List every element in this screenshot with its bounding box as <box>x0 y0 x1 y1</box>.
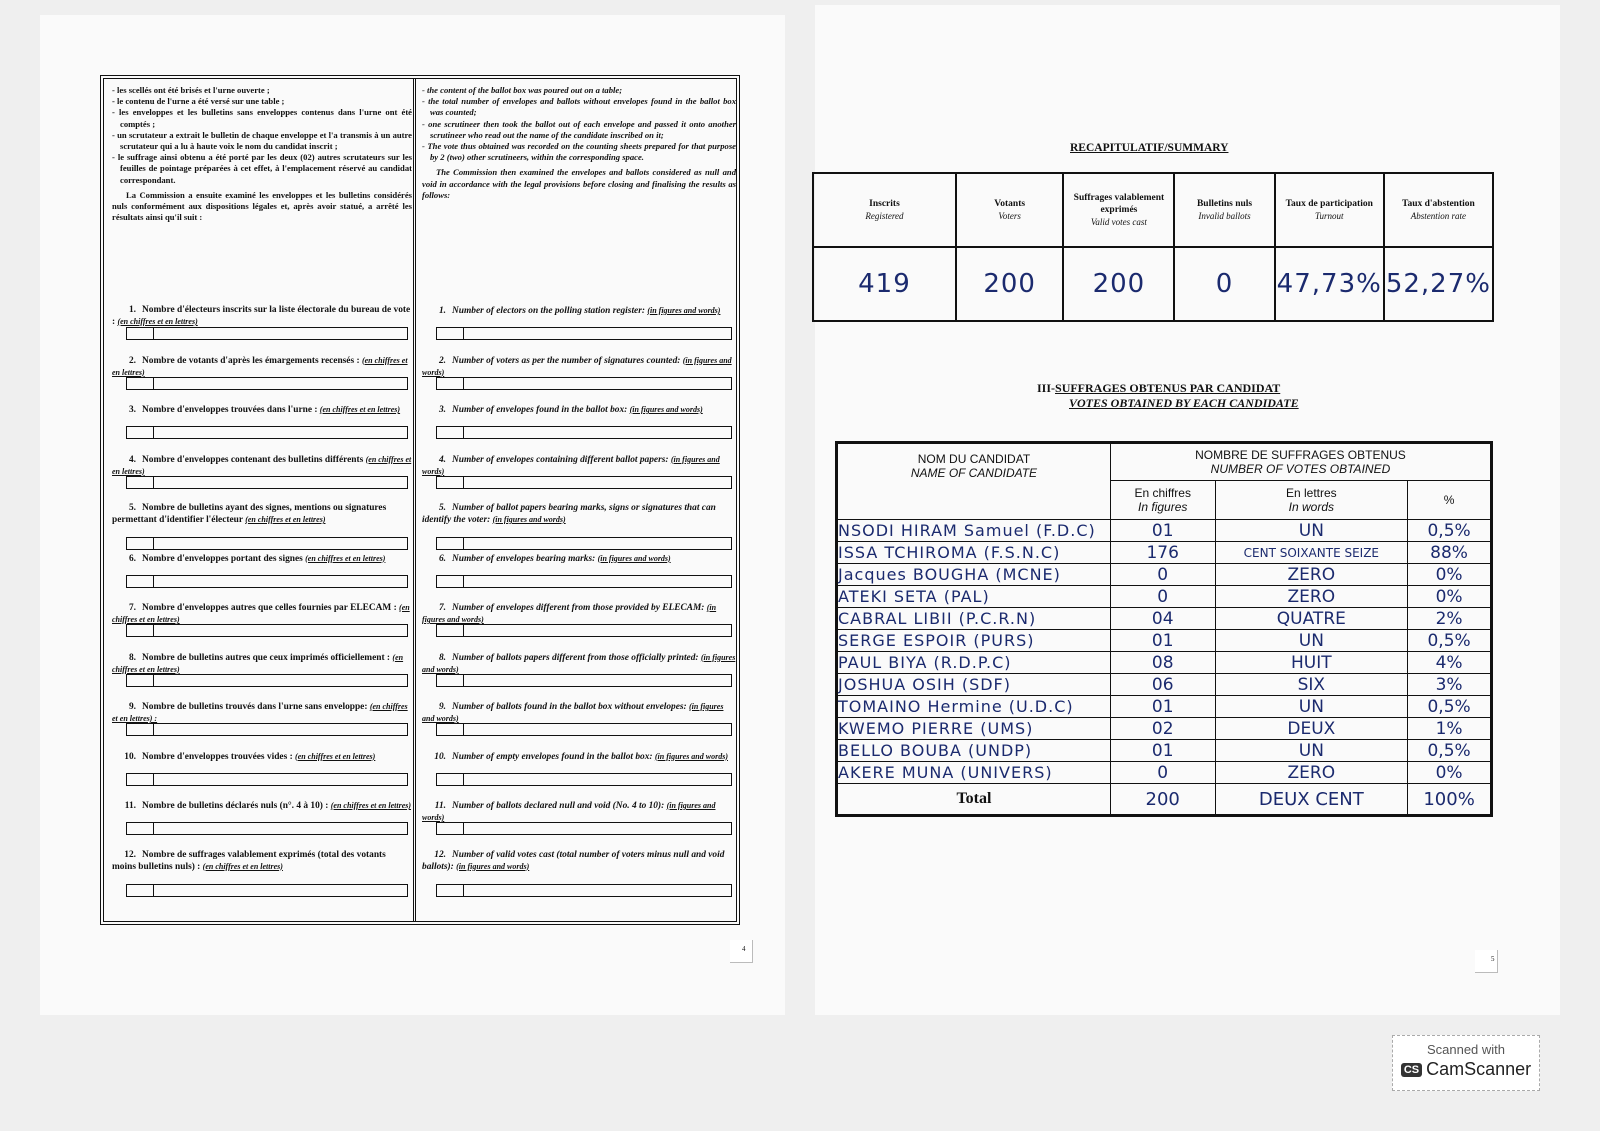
candidate-name: NSODI HIRAM Samuel (F.D.C) <box>837 520 1111 542</box>
summary-header: Taux d'abstention Abstention rate <box>1384 173 1493 247</box>
voters-value: 200 <box>956 247 1063 321</box>
candidate-row <box>837 740 1492 762</box>
summary-header: Bulletins nuls Invalid ballots <box>1174 173 1274 247</box>
form-item-label: Number of ballots papers different from those officially printed: <box>452 652 699 663</box>
candidate-figures: 01 <box>1110 696 1215 718</box>
column-divider <box>413 79 416 921</box>
form-item-text <box>422 404 736 416</box>
en-bullet: - the content of the ballot box was poured out on a table; <box>430 85 736 96</box>
form-item-label: Nombre de bulletins déclarés nuls (n°. 4 à 10) : <box>142 801 329 811</box>
form-item-hint: (en chiffres et en lettres) <box>245 515 326 524</box>
candidate-words: HUIT <box>1215 652 1408 674</box>
form-item-label: Nombre de bulletins trouvés dans l'urne sans enveloppe: <box>142 702 368 712</box>
fr-bullet: - un scrutateur a extrait le bulletin de chaque enveloppe et l'a transmis à un autre scrutateur qui a lu à haute voix le nom du candidat inscrit ; <box>120 130 412 152</box>
form-item-label: Nombre d'enveloppes trouvées vides : <box>142 751 293 762</box>
summary-header: Inscrits Registered <box>813 173 956 247</box>
right-page <box>815 5 1560 1015</box>
candidate-column-header: NOM DU CANDIDAT NAME OF CANDIDATE <box>837 443 1111 520</box>
page-number: 5 <box>1491 955 1495 963</box>
form-item <box>422 503 736 552</box>
form-item-number: 12. <box>434 849 446 860</box>
candidate-figures: 01 <box>1110 520 1215 542</box>
form-item-text <box>422 850 736 873</box>
fr-bullet: - le contenu de l'urne a été versé sur une table ; <box>120 96 412 107</box>
candidate-row <box>837 520 1492 542</box>
votes-column-header: NOMBRE DE SUFFRAGES OBTENUS NUMBER OF VOTES OBTAINED <box>1110 443 1491 481</box>
candidate-figures: 04 <box>1110 608 1215 630</box>
words-column-header: En lettres In words <box>1215 481 1408 520</box>
candidate-percent: 0,5% <box>1408 630 1492 652</box>
candidate-figures: 06 <box>1110 674 1215 696</box>
form-item-number: 1. <box>438 306 446 316</box>
form-item-field[interactable] <box>126 476 408 489</box>
candidate-name: BELLO BOUBA (UNDP) <box>837 740 1111 762</box>
form-item-number: 10. <box>434 751 446 762</box>
candidate-percent: 1% <box>1408 718 1492 740</box>
candidate-name: ATEKI SETA (PAL) <box>837 586 1111 608</box>
candidate-name: JOSHUA OSIH (SDF) <box>837 674 1111 696</box>
form-item-text <box>422 602 736 626</box>
candidate-row <box>837 674 1492 696</box>
form-item <box>422 454 736 503</box>
form-item-label: Nombre d'enveloppes contenant des bulletins différents <box>142 454 364 465</box>
form-item-number: 8. <box>128 652 136 663</box>
form-item-hint: (en chiffres et en lettres) <box>112 355 408 377</box>
form-item-field[interactable] <box>126 773 408 786</box>
camscanner-badge <box>1392 1035 1540 1091</box>
form-item-number: 4. <box>128 454 136 465</box>
form-item-field[interactable] <box>126 884 408 897</box>
candidate-figures: 0 <box>1110 586 1215 608</box>
form-item-hint: (in figures and words) <box>654 751 728 761</box>
form-item-field[interactable] <box>126 723 408 736</box>
form-item-text <box>112 800 412 812</box>
form-item-label: Nombre d'enveloppes autres que celles fournies par ELECAM : <box>142 603 397 613</box>
summary-table <box>812 172 1494 322</box>
form-item-number: 11. <box>434 801 446 811</box>
form-item-hint: (in figures and words) <box>422 702 724 723</box>
registered-value: 419 <box>813 247 956 321</box>
form-item-hint: (en chiffres et en lettres) <box>305 553 386 563</box>
candidate-name: SERGE ESPOIR (PURS) <box>837 630 1111 652</box>
turnout-value: 47,73% <box>1275 247 1384 321</box>
form-item-hint: (in figures and words) <box>422 355 732 377</box>
form-item-field[interactable] <box>436 537 732 550</box>
candidate-percent: 0,5% <box>1408 696 1492 718</box>
form-item-number: 11. <box>124 801 136 811</box>
form-item-text <box>422 355 736 379</box>
summary-header: Votants Voters <box>956 173 1063 247</box>
fr-bullet: - les scellés ont été brisés et l'urne ouverte ; <box>120 85 412 96</box>
candidate-name: ISSA TCHIROMA (F.S.N.C) <box>837 542 1111 564</box>
votes-section-title: III-SUFFRAGES OBTENUS PAR CANDIDAT VOTES OBTAINED BY EACH CANDIDATE <box>1037 381 1299 410</box>
form-item-text <box>112 355 412 379</box>
form-item-field[interactable] <box>436 773 732 786</box>
candidate-row <box>837 652 1492 674</box>
french-column <box>112 85 412 915</box>
candidate-figures: 01 <box>1110 630 1215 652</box>
fr-bullet: - les enveloppes et les bulletins sans enveloppes contenus dans l'urne ont été comptés ; <box>120 107 412 129</box>
candidate-name: TOMAINO Hermine (U.D.C) <box>837 696 1111 718</box>
form-item <box>422 553 736 602</box>
form-item <box>112 305 412 354</box>
form-item <box>422 652 736 701</box>
left-page <box>40 15 785 1015</box>
form-item <box>422 404 736 453</box>
candidate-percent: 0,5% <box>1408 520 1492 542</box>
candidate-words: QUATRE <box>1215 608 1408 630</box>
form-item-label: Number of ballot papers bearing marks, signs or signatures that can identify the voter: <box>422 503 716 525</box>
form-item <box>112 800 412 849</box>
candidate-words: UN <box>1215 630 1408 652</box>
total-percent: 100% <box>1408 784 1492 816</box>
candidate-words: UN <box>1215 740 1408 762</box>
form-item-label: Nombre d'électeurs inscrits sur la liste électorale du bureau de vote : <box>112 305 411 327</box>
form-item-label: Nombre de bulletins autres que ceux imprimés officiellement : <box>142 652 391 663</box>
form-item-number: 9. <box>438 702 446 712</box>
form-item-number: 2. <box>438 355 446 366</box>
candidate-row <box>837 564 1492 586</box>
form-item-label: Nombre d'enveloppes portant des signes <box>142 553 303 564</box>
candidate-percent: 0% <box>1408 586 1492 608</box>
form-item-field[interactable] <box>436 884 732 897</box>
form-item-field[interactable] <box>126 327 408 340</box>
form-item-label: Number of envelopes found in the ballot box: <box>452 405 628 415</box>
form-item-hint: (en chiffres et en lettres) <box>112 603 410 624</box>
form-item-text <box>422 800 736 824</box>
form-item-hint: (en chiffres et en lettres) <box>295 751 376 761</box>
candidate-words: UN <box>1215 520 1408 542</box>
form-item-field[interactable] <box>126 537 408 550</box>
form-item-text <box>422 652 736 676</box>
form-item <box>112 553 412 602</box>
candidate-row <box>837 762 1492 784</box>
valid-votes-value: 200 <box>1063 247 1174 321</box>
form-item-number: 8. <box>438 652 446 663</box>
candidate-percent: 3% <box>1408 674 1492 696</box>
form-item-hint: (in figures and words) <box>597 553 671 563</box>
candidate-words: UN <box>1215 696 1408 718</box>
candidate-words: DEUX <box>1215 718 1408 740</box>
form-item-text <box>112 503 412 526</box>
candidate-name: AKERE MUNA (UNIVERS) <box>837 762 1111 784</box>
fr-intro-paragraph: La Commission a ensuite examiné les enveloppes et les bulletins considérés nuls conformément aux dispositions légales et, après avoir statué, a arrêté les résultats ainsi qu'il suit : <box>112 189 412 223</box>
form-item-hint: (en chiffres et en lettres) <box>330 801 412 810</box>
candidate-figures: 0 <box>1110 564 1215 586</box>
form-item-text <box>112 454 412 478</box>
form-item-field[interactable] <box>126 674 408 687</box>
form-item-label: Number of electors on the polling station register: <box>452 306 645 316</box>
form-item-field[interactable] <box>126 822 408 835</box>
form-item-text <box>112 305 412 328</box>
candidate-words: ZERO <box>1215 564 1408 586</box>
form-item-text <box>112 652 412 676</box>
form-item-number: 5. <box>128 503 136 513</box>
form-item <box>112 850 412 899</box>
form-item <box>422 355 736 404</box>
candidate-name: Jacques BOUGHA (MCNE) <box>837 564 1111 586</box>
candidate-name: CABRAL LIBII (P.C.R.N) <box>837 608 1111 630</box>
form-item-hint: (in figures and words) <box>647 306 721 315</box>
total-words: DEUX CENT <box>1215 784 1408 816</box>
form-item <box>422 305 736 354</box>
invalid-ballots-value: 0 <box>1174 247 1274 321</box>
candidate-figures: 176 <box>1110 542 1215 564</box>
form-item-text <box>422 553 736 565</box>
form-item-number: 6. <box>128 553 136 564</box>
candidate-percent: 0% <box>1408 762 1492 784</box>
candidate-words: ZERO <box>1215 586 1408 608</box>
form-item-label: Number of ballots found in the ballot box without envelopes: <box>452 702 687 712</box>
candidate-words: ZERO <box>1215 762 1408 784</box>
candidate-name: PAUL BIYA (R.D.P.C) <box>837 652 1111 674</box>
form-item-label: Number of empty envelopes found in the ballot box: <box>452 751 653 762</box>
candidate-figures: 01 <box>1110 740 1215 762</box>
form-item-field[interactable] <box>436 426 732 439</box>
percent-column-header: % <box>1408 481 1492 520</box>
figures-column-header: En chiffres In figures <box>1110 481 1215 520</box>
total-label: Total <box>837 784 1111 816</box>
form-item <box>422 701 736 750</box>
summary-header: Suffrages valablement exprimés Valid votes cast <box>1063 173 1174 247</box>
form-item <box>112 454 412 503</box>
form-item-field[interactable] <box>436 822 732 835</box>
form-item-number: 3. <box>128 405 136 415</box>
english-column <box>422 85 736 915</box>
form-item <box>112 355 412 404</box>
form-item-number: 1. <box>128 305 136 315</box>
form-item <box>112 503 412 552</box>
candidate-figures: 02 <box>1110 718 1215 740</box>
form-item-text <box>112 602 412 626</box>
candidate-percent: 0% <box>1408 564 1492 586</box>
form-item <box>112 602 412 651</box>
form-item-field[interactable] <box>126 624 408 637</box>
candidate-percent: 88% <box>1408 542 1492 564</box>
summary-title: RECAPITULATIF/SUMMARY <box>1070 142 1229 154</box>
abstention-value: 52,27% <box>1384 247 1493 321</box>
form-item <box>422 800 736 849</box>
form-item-field[interactable] <box>126 426 408 439</box>
form-item-label: Nombre d'enveloppes trouvées dans l'urne : <box>142 405 318 415</box>
form-item-text <box>112 850 412 873</box>
form-item-number: 2. <box>128 355 136 366</box>
candidate-row <box>837 696 1492 718</box>
form-item <box>422 751 736 800</box>
form-item-text <box>422 454 736 478</box>
candidate-row <box>837 542 1492 564</box>
form-item-label: Number of envelopes containing different ballot papers: <box>452 454 669 465</box>
form-item-number: 7. <box>128 603 136 613</box>
votes-table <box>835 441 1493 817</box>
scan-badge-caption: Scanned with <box>1426 1042 1506 1057</box>
summary-header: Taux de participation Turnout <box>1275 173 1384 247</box>
candidate-rows <box>837 520 1492 784</box>
form-item-label: Nombre de bulletins ayant des signes, mentions ou signatures permettant d'identifier l'électeur <box>112 503 387 525</box>
candidate-figures: 08 <box>1110 652 1215 674</box>
form-item-number: 12. <box>124 849 136 860</box>
candidate-percent: 4% <box>1408 652 1492 674</box>
form-item-hint: (in figures and words) <box>422 652 736 674</box>
candidate-row <box>837 586 1492 608</box>
en-bullet: - one scrutineer then took the ballot out of each envelope and passed it onto another scrutineer who read out the name of the candidate inscribed on it; <box>430 119 736 141</box>
form-item-text <box>112 751 412 763</box>
form-item-field[interactable] <box>126 377 408 390</box>
total-figures: 200 <box>1110 784 1215 816</box>
fr-bullet: - le suffrage ainsi obtenu a été porté par les deux (02) autres scrutateurs sur les feuilles de pointage préparées à cet effet, à l'emplacement réservé au candidat correspondant. <box>120 152 412 186</box>
form-item-text <box>112 404 412 416</box>
form-item <box>422 850 736 899</box>
candidate-percent: 2% <box>1408 608 1492 630</box>
form-item-label: Number of voters as per the number of signatures counted: <box>452 355 681 366</box>
form-item-field[interactable] <box>436 674 732 687</box>
form-item-number: 5. <box>438 503 446 513</box>
camscanner-logo-icon: CS <box>1401 1063 1422 1077</box>
form-item-text <box>112 701 412 725</box>
page-number: 4 <box>742 945 746 953</box>
scan-badge-brand: CamScanner <box>1426 1059 1532 1079</box>
form-item-hint: (in figures and words) <box>492 515 566 524</box>
candidate-name: KWEMO PIERRE (UMS) <box>837 718 1111 740</box>
fr-intro <box>112 85 412 223</box>
candidate-words: SIX <box>1215 674 1408 696</box>
form-item-label: Number of envelopes bearing marks: <box>452 553 596 564</box>
form-item <box>112 751 412 800</box>
form-item-number: 9. <box>128 702 136 712</box>
form-item-label: Nombre de suffrages valablement exprimés (total des votants moins bulletins nuls) : <box>112 849 386 872</box>
form-item-field[interactable] <box>436 624 732 637</box>
form-item-hint: (in figures and words) <box>629 405 703 414</box>
form-item-hint: (en chiffres et en lettres) : <box>112 702 408 723</box>
form-item-hint: (in figures and words) <box>422 603 717 624</box>
form-item-field[interactable] <box>436 575 732 588</box>
form-item-hint: (en chiffres et en lettres) <box>202 861 283 871</box>
form-item-hint: (en chiffres et en lettres) <box>117 317 198 326</box>
form-item-hint: (in figures and words) <box>422 801 716 822</box>
form-item-hint: (en chiffres et en lettres) <box>112 454 412 476</box>
candidate-percent: 0,5% <box>1408 740 1492 762</box>
form-item-number: 4. <box>438 454 446 465</box>
form-item <box>112 404 412 453</box>
form-item-field[interactable] <box>126 575 408 588</box>
form-item-label: Number of valid votes cast (total number of voters minus null and void ballots): <box>422 849 725 872</box>
pv-form-box <box>100 75 740 925</box>
form-item-text <box>422 503 736 526</box>
form-item <box>112 652 412 701</box>
candidate-row <box>837 608 1492 630</box>
form-item <box>112 701 412 750</box>
form-item-hint: (in figures and words) <box>422 454 720 476</box>
form-item-field[interactable] <box>436 327 732 340</box>
candidate-figures: 0 <box>1110 762 1215 784</box>
candidate-words: CENT SOIXANTE SEIZE <box>1215 542 1408 564</box>
form-item-text <box>112 553 412 565</box>
form-item-number: 7. <box>438 603 446 613</box>
form-item-field[interactable] <box>436 476 732 489</box>
form-item-field[interactable] <box>436 377 732 390</box>
form-item-hint: (in figures and words) <box>456 861 530 871</box>
form-item-hint: (en chiffres et en lettres) <box>319 405 401 414</box>
form-item-number: 6. <box>438 553 446 564</box>
en-intro-paragraph: The Commission then examined the envelopes and ballots considered as null and void in accordance with the legal provisions before closing and finalising the results as follows: <box>422 167 736 200</box>
form-item-field[interactable] <box>436 723 732 736</box>
form-item-number: 10. <box>124 751 136 762</box>
form-item-hint: (en chiffres et en lettres) <box>112 652 404 674</box>
candidate-row <box>837 718 1492 740</box>
form-item-label: Number of envelopes different from those provided by ELECAM: <box>452 603 705 613</box>
form-item-label: Nombre de votants d'après les émargements recensés : <box>142 355 360 366</box>
en-intro <box>422 85 736 201</box>
form-item-text <box>422 305 736 317</box>
form-item <box>422 602 736 651</box>
form-item-text <box>422 701 736 725</box>
en-bullet: - the total number of envelopes and ballots without envelopes found in the ballot box was counted; <box>430 96 736 118</box>
en-bullet: - The vote thus obtained was recorded on the counting sheets prepared for that purpose by 2 (two) other scrutineers, within the corresponding space. <box>430 141 736 163</box>
form-item-number: 3. <box>438 405 446 415</box>
form-item-label: Number of ballots declared null and void (No. 4 to 10): <box>452 801 665 811</box>
form-item-text <box>422 751 736 763</box>
candidate-row <box>837 630 1492 652</box>
